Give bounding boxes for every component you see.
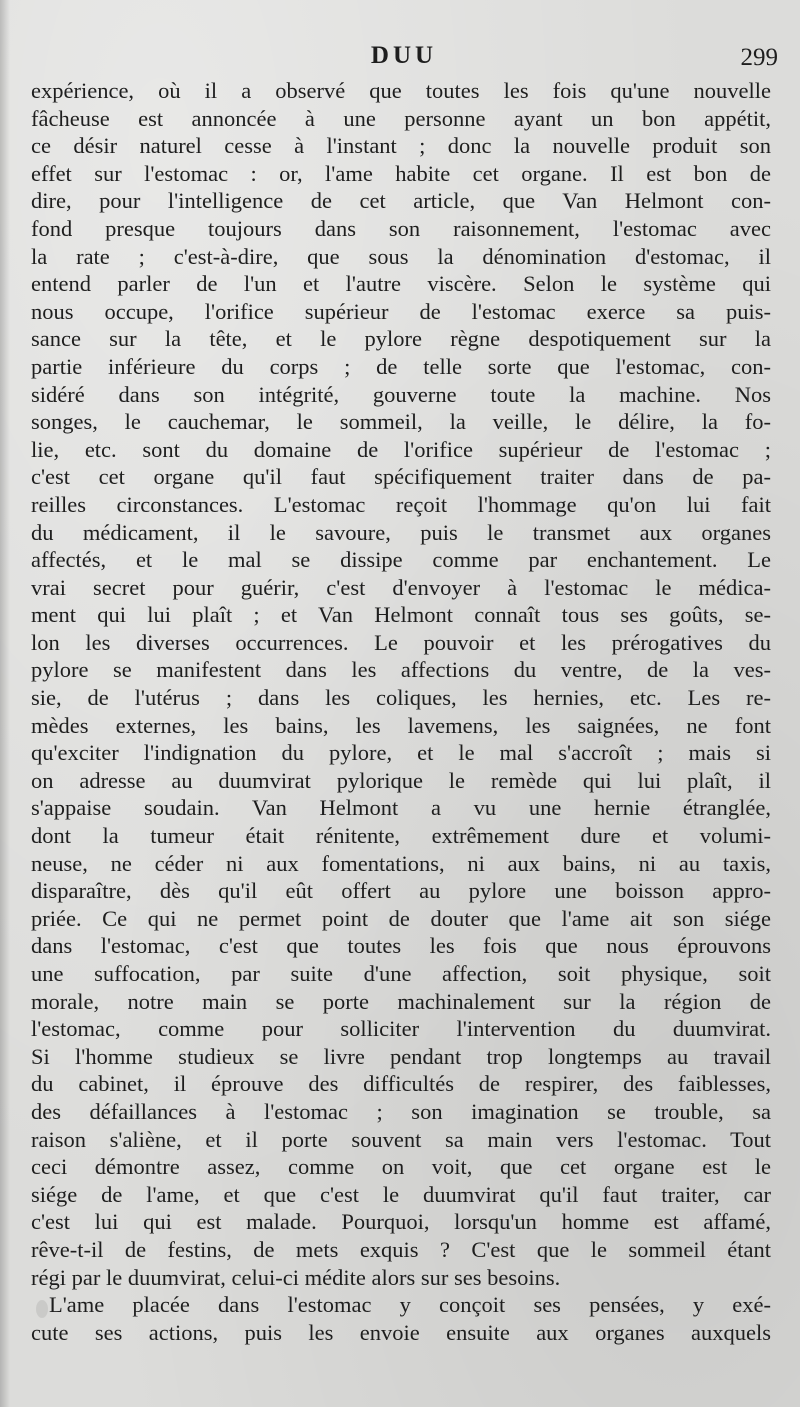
text-line: fâcheuse est annoncée à une personne ayant un bon appétit, xyxy=(31,105,771,131)
text-line: la rate ; c'est-à-dire, que sous la dénomination d'estomac, il xyxy=(31,243,771,269)
text-line: du médicament, il le savoure, puis le transmet aux organes xyxy=(31,519,771,545)
text-line: pylore se manifestent dans les affections du ventre, de la ves- xyxy=(31,657,771,683)
text-line: lie, etc. sont du domaine de l'orifice supérieur de l'estomac ; xyxy=(31,436,771,462)
text-line: s'appaise soudain. Van Helmont a vu une hernie étranglée, xyxy=(31,795,771,821)
text-line: dans l'estomac, c'est que toutes les fois que nous éprouvons xyxy=(31,933,771,959)
text-line: raison s'aliène, et il porte souvent sa main vers l'estomac. Tout xyxy=(31,1126,771,1152)
text-line: l'estomac, comme pour solliciter l'intervention du duumvirat. xyxy=(31,1016,771,1042)
text-line: priée. Ce qui ne permet point de douter que l'ame ait son siége xyxy=(31,905,771,931)
text-line: fond presque toujours dans son raisonnement, l'estomac avec xyxy=(31,215,771,241)
text-line: qu'exciter l'indignation du pylore, et le mal s'accroît ; mais si xyxy=(31,740,771,766)
text-line: neuse, ne céder ni aux fomentations, ni aux bains, ni au taxis, xyxy=(31,850,771,876)
text-line: partie inférieure du corps ; de telle sorte que l'estomac, con- xyxy=(31,353,771,379)
text-line: siége de l'ame, et que c'est le duumvirat qu'il faut traiter, car xyxy=(31,1181,771,1207)
text-line: dire, pour l'intelligence de cet article, que Van Helmont con- xyxy=(31,188,771,214)
text-line: sance sur la tête, et le pylore règne despotiquement sur la xyxy=(31,326,771,352)
paper-stain xyxy=(36,1300,48,1318)
text-line: des défaillances à l'estomac ; son imagination se trouble, sa xyxy=(31,1098,771,1124)
text-line: L'ame placée dans l'estomac y conçoit ses pensées, y exé- xyxy=(49,1292,771,1318)
text-line: une suffocation, par suite d'une affection, soit physique, soit xyxy=(31,961,771,986)
text-line: dont la tumeur était rénitente, extrêmement dure et volumi- xyxy=(31,823,771,849)
text-line: rêve-t-il de festins, de mets exquis ? C'est que le sommeil étant xyxy=(31,1236,771,1262)
text-line: morale, notre main se porte machinalement sur la région de xyxy=(31,988,771,1014)
text-line: du cabinet, il éprouve des difficultés de respirer, des faiblesses, xyxy=(31,1071,771,1097)
text-line: régi par le duumvirat, celui-ci médite alors sur ses besoins. xyxy=(31,1264,561,1290)
text-line: sidéré dans son intégrité, gouverne toute la machine. Nos xyxy=(31,381,771,407)
text-line: on adresse au duumvirat pylorique le remède qui lui plaît, il xyxy=(31,767,771,793)
running-head: DUU xyxy=(370,42,438,69)
text-line: affectés, et le mal se dissipe comme par enchantement. Le xyxy=(31,547,771,573)
binding-shadow xyxy=(0,0,10,1407)
text-line: Si l'homme studieux se livre pendant trop longtemps au travail xyxy=(31,1043,771,1069)
text-line: vrai secret pour guérir, c'est d'envoyer à l'estomac le médica- xyxy=(31,574,771,600)
text-line: reilles circonstances. L'estomac reçoit l'hommage qu'on lui fait xyxy=(31,491,771,517)
body-text xyxy=(31,77,771,1346)
text-line: entend parler de l'un et l'autre viscère. Selon le système qui xyxy=(31,271,771,297)
text-line: expérience, où il a observé que toutes les fois qu'une nouvelle xyxy=(31,78,771,103)
text-line: ceci démontre assez, comme on voit, que cet organe est le xyxy=(31,1154,771,1180)
text-line: lon les diverses occurrences. Le pouvoir et les prérogatives du xyxy=(31,629,771,655)
text-line: songes, le cauchemar, le sommeil, la veille, le délire, la fo- xyxy=(31,409,771,435)
text-line: cute ses actions, puis les envoie ensuite aux organes auxquels xyxy=(31,1319,771,1345)
page-header xyxy=(30,42,778,74)
text-line: mèdes externes, les bains, les lavemens, les saignées, ne font xyxy=(31,712,771,738)
text-line: nous occupe, l'orifice supérieur de l'estomac exerce sa puis- xyxy=(31,298,771,324)
text-line: sie, de l'utérus ; dans les coliques, les hernies, etc. Les re- xyxy=(31,685,771,711)
page-number: 299 xyxy=(740,44,778,71)
text-line: ce désir naturel cesse à l'instant ; donc la nouvelle produit son xyxy=(31,133,771,159)
text-line: c'est cet organe qu'il faut spécifiquement traiter dans de pa- xyxy=(31,464,771,490)
text-line: disparaître, dès qu'il eût offert au pylore une boisson appro- xyxy=(31,878,771,904)
text-line: effet sur l'estomac : or, l'ame habite cet organe. Il est bon de xyxy=(31,160,771,186)
text-line: c'est lui qui est malade. Pourquoi, lorsqu'un homme est affamé, xyxy=(31,1209,771,1235)
text-line: ment qui lui plaît ; et Van Helmont connaît tous ses goûts, se- xyxy=(31,602,771,628)
